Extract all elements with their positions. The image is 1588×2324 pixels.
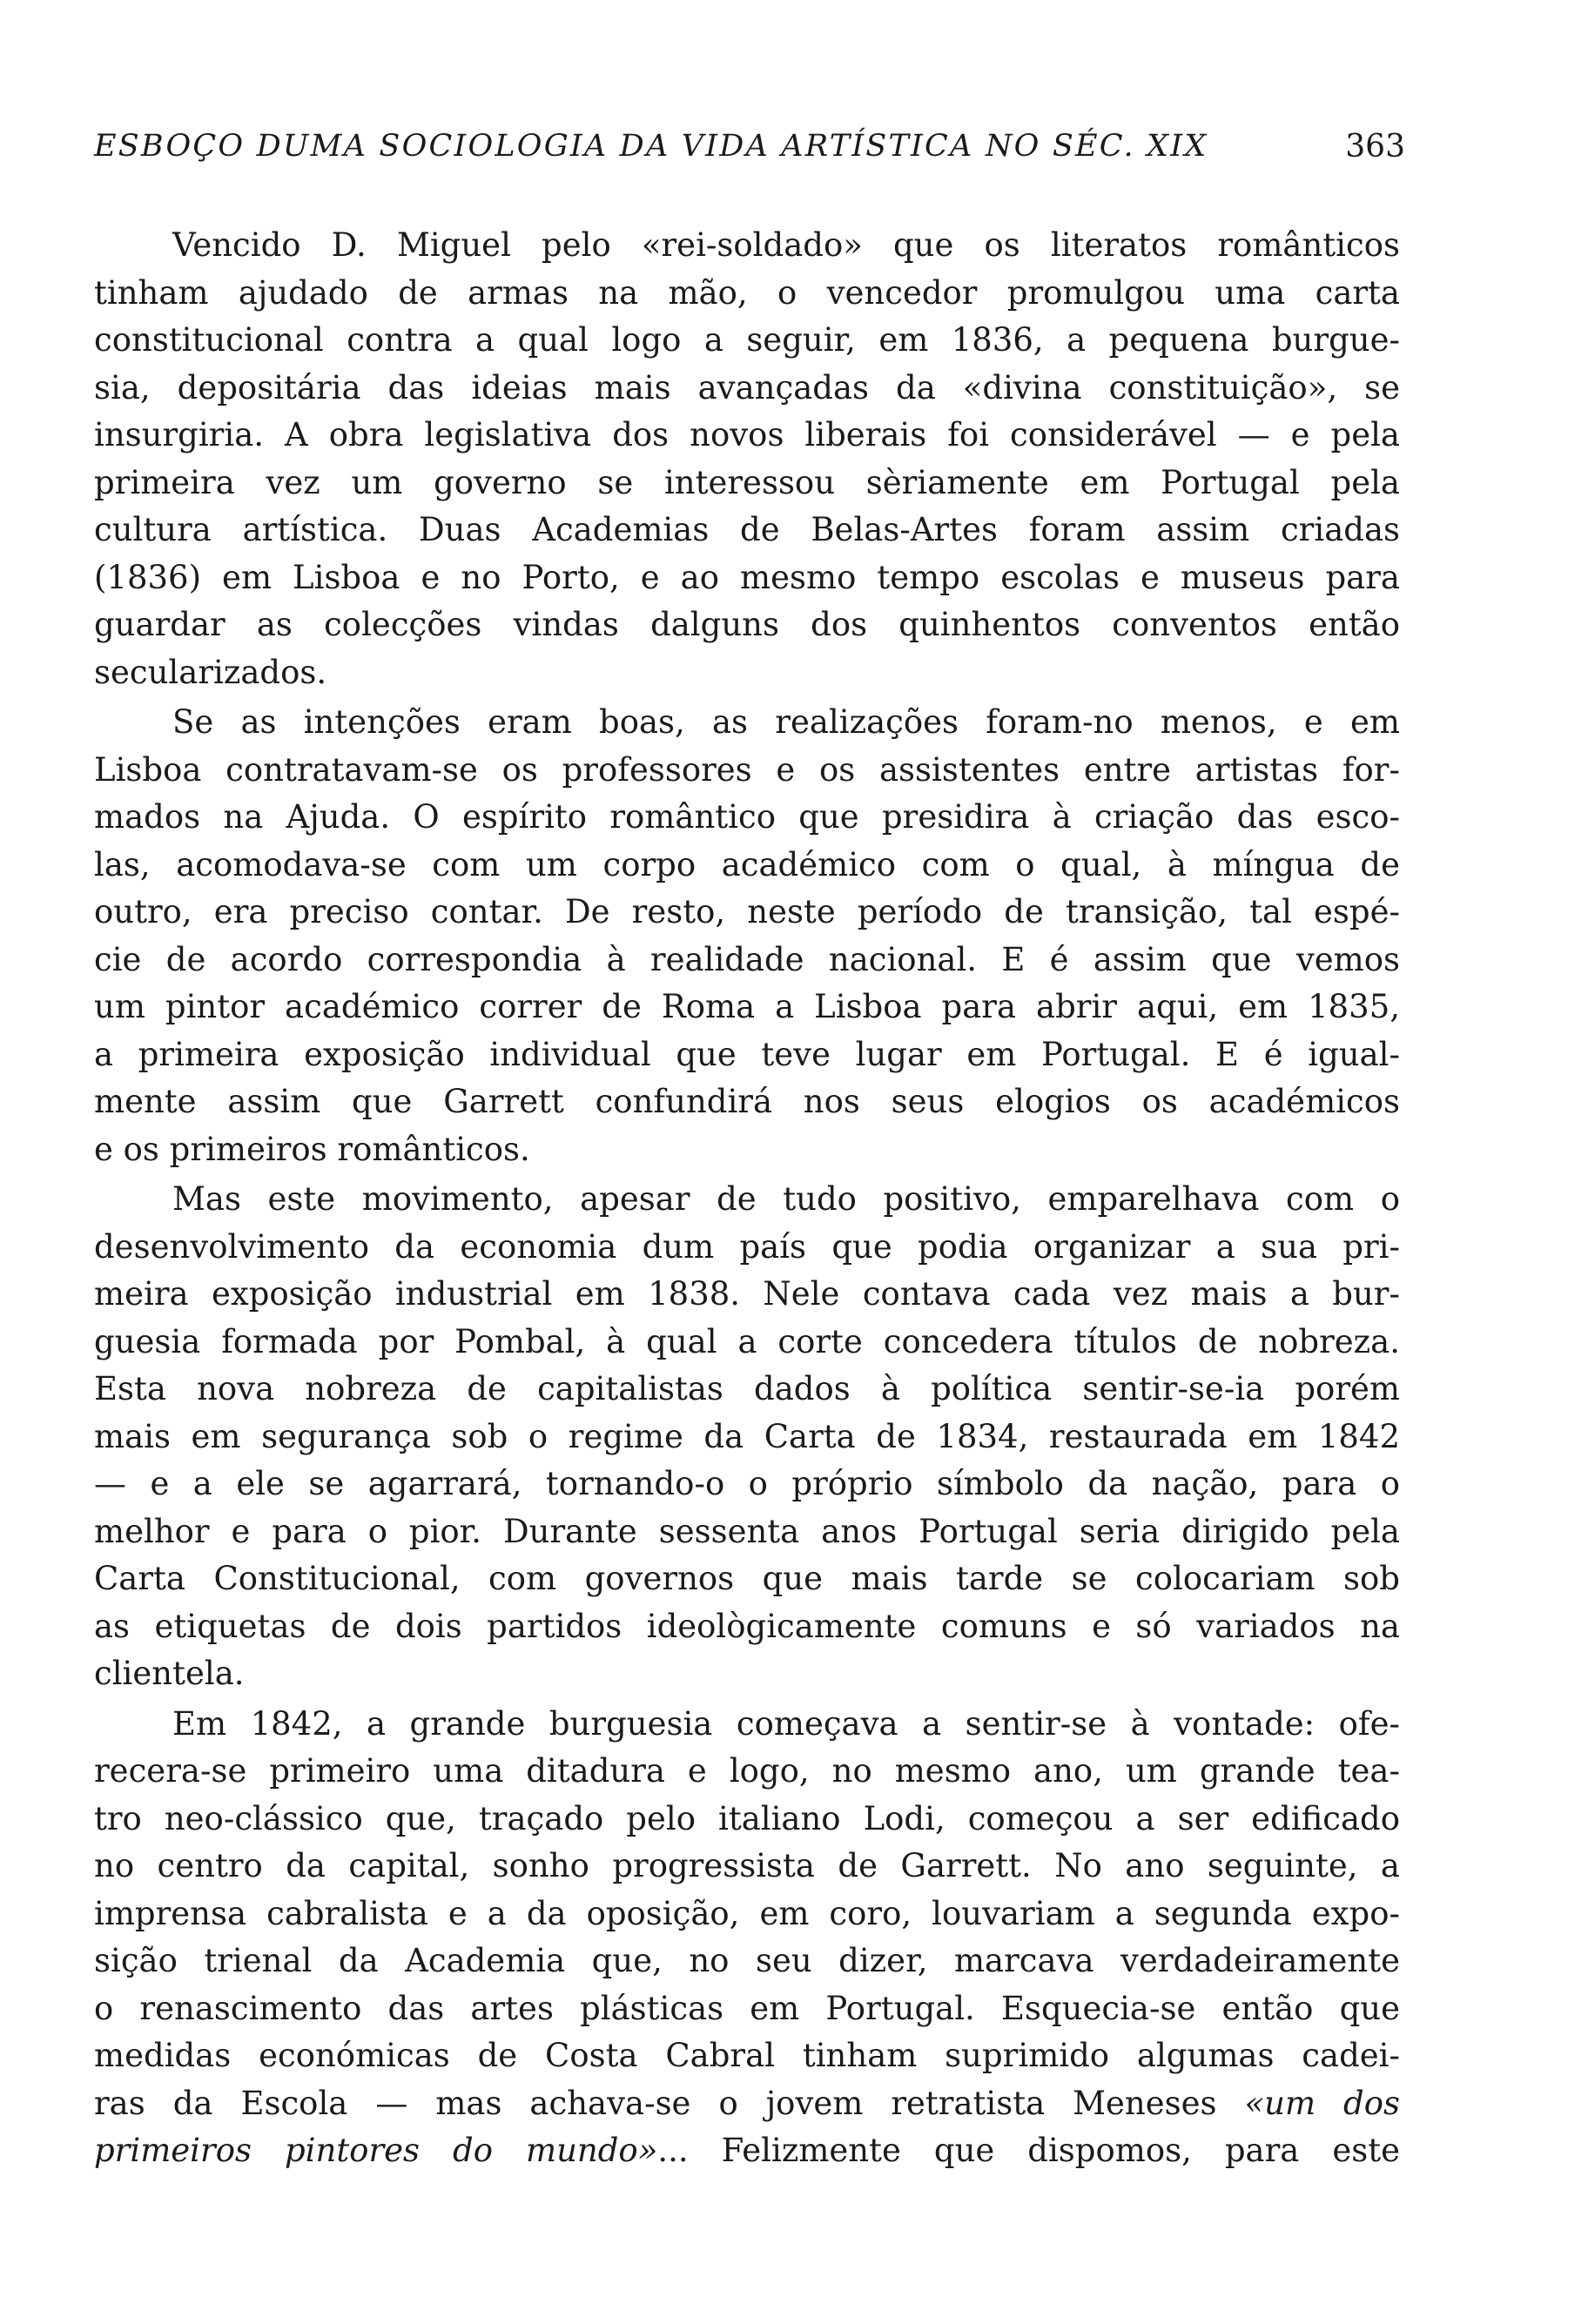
text-line: — e a ele se agarrará, tornando-o o próprio símbolo da nação, para o (94, 1465, 1400, 1502)
text-line: clientela. (94, 1655, 245, 1692)
text-line: cultura artística. Duas Academias de Belas-Artes foram assim criadas (94, 511, 1400, 548)
text-line: recera-se primeiro uma ditadura e logo, no mesmo ano, um grande tea- (94, 1752, 1400, 1790)
text-line: as etiquetas de dois partidos ideològicamente comuns e só variados na (94, 1607, 1400, 1645)
paragraph-3 (94, 1176, 1400, 1698)
text-line: guesia formada por Pombal, à qual a corte concedera títulos de nobreza. (94, 1322, 1400, 1360)
text-line: mais em segurança sob o regime da Carta de 1834, restaurada em 1842 (94, 1417, 1400, 1455)
text-line: melhor e para o pior. Durante sessenta anos Portugal seria dirigido pela (94, 1512, 1400, 1550)
text-line: meira exposição industrial em 1838. Nele contava cada vez mais a bur- (94, 1275, 1400, 1313)
text-line: cie de acordo correspondia à realidade nacional. E é assim que vemos (94, 940, 1400, 978)
text-line: a primeira exposição individual que teve lugar em Portugal. E é igual- (94, 1035, 1400, 1073)
text-line: Esta nova nobreza de capitalistas dados à política sentir-se-ia porém (94, 1370, 1400, 1407)
text-line-mixed (94, 2127, 1400, 2175)
text-line-mixed (94, 2080, 1400, 2128)
text-line: o renascimento das artes plásticas em Portugal. Esquecia-se então que (94, 1989, 1400, 2027)
text-line: primeira vez um governo se interessou sèriamente em Portugal pela (94, 463, 1400, 501)
text-line: sição trienal da Academia que, no seu dizer, marcava verdadeiramente (94, 1942, 1400, 1979)
text-line: mente assim que Garrett confundirá nos seus elogios os académicos (94, 1083, 1400, 1120)
text-line: desenvolvimento da economia dum país que podia organizar a sua pri- (94, 1227, 1400, 1266)
text-line: tro neo-clássico que, traçado pelo italiano Lodi, começou a ser edificado (94, 1799, 1400, 1837)
text-line: outro, era preciso contar. De resto, neste período de transição, tal espé- (94, 893, 1400, 930)
text-line: las, acomodava-se com um corpo académico com o qual, à míngua de (94, 845, 1400, 883)
text-line: Vencido D. Miguel pelo «rei-soldado» que os literatos românticos (172, 226, 1400, 264)
text-line: imprensa cabralista e a da oposição, em coro, louvariam a segunda expo- (94, 1894, 1400, 1932)
text-line: no centro da capital, sonho progressista de Garrett. No ano seguinte, a (94, 1847, 1400, 1884)
text-line: constitucional contra a qual logo a seguir, em 1836, a pequena burgue- (94, 321, 1400, 359)
text-line: guardar as colecções vindas dalguns dos quinhentos conventos então (94, 606, 1400, 643)
text-line: Se as intenções eram boas, as realizações foram-no menos, e em (172, 703, 1400, 741)
text-line: mados na Ajuda. O espírito romântico que presidira à criação das esco- (94, 798, 1400, 836)
text-line: um pintor académico correr de Roma a Lisboa para abrir aqui, em 1835, (94, 988, 1400, 1025)
paragraph-4 (94, 1701, 1400, 2175)
page-number: 363 (1345, 129, 1405, 165)
running-head (94, 129, 1405, 178)
italic-quote-start: «um dos (1244, 2084, 1400, 2122)
text-segment: ras da Escola — mas achava-se o jovem retratista Meneses (94, 2084, 1217, 2122)
text-line: Lisboa contratavam-se os professores e os assistentes entre artistas for- (94, 750, 1400, 789)
paragraph-2 (94, 699, 1400, 1173)
text-segment: ... Felizmente que dispomos, para este (657, 2132, 1400, 2169)
text-line: insurgiria. A obra legislativa dos novos liberais foi considerável — e pela (94, 416, 1400, 453)
text-line: secularizados. (94, 653, 327, 691)
text-line: tinham ajudado de armas na mão, o vencedor promulgou uma carta (94, 273, 1400, 312)
text-line: Carta Constitucional, com governos que mais tarde se colocariam sob (94, 1560, 1400, 1597)
italic-quote-end: primeiros pintores do mundo» (94, 2132, 658, 2169)
running-title: ESBOÇO DUMA SOCIOLOGIA DA VIDA ARTÍSTICA NO SÉC. XIX (94, 129, 1208, 164)
text-line: sia, depositária das ideias mais avançadas da «divina constituição», se (94, 368, 1400, 406)
text-line: medidas económicas de Costa Cabral tinham suprimido algumas cadei- (94, 2037, 1400, 2074)
body-text (94, 222, 1400, 2175)
paragraph-1 (94, 222, 1400, 696)
text-line: (1836) em Lisboa e no Porto, e ao mesmo tempo escolas e museus para (94, 558, 1400, 596)
text-line: e os primeiros românticos. (94, 1130, 530, 1168)
text-line: Em 1842, a grande burguesia começava a sentir-se à vontade: ofe- (172, 1704, 1400, 1743)
text-line: Mas este movimento, apesar de tudo positivo, emparelhava com o (172, 1180, 1400, 1218)
